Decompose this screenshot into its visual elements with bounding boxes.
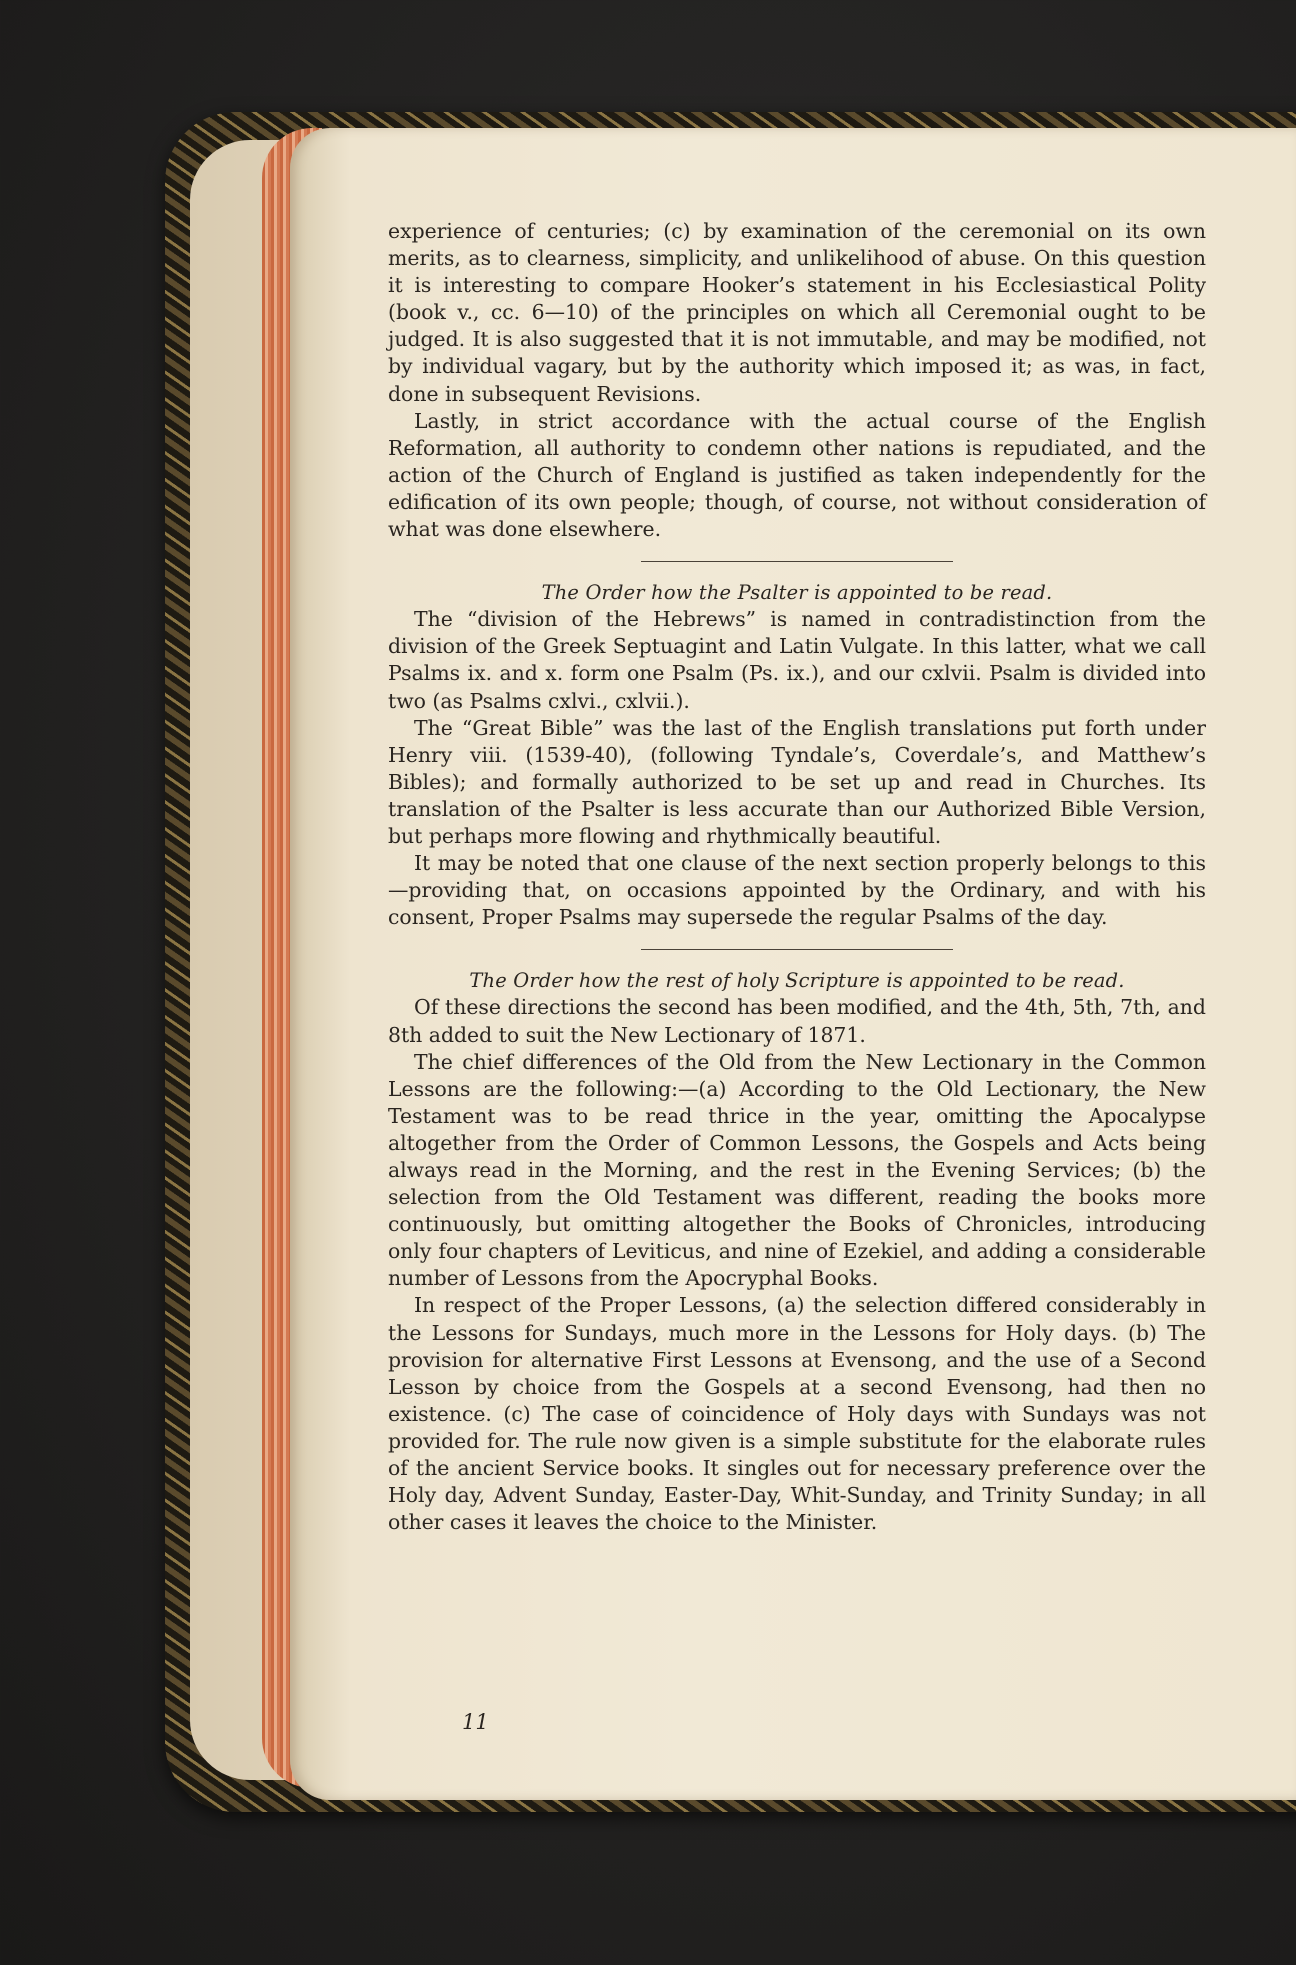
paragraph: Lastly, in strict accordance with the actual course of the English Reformation, all authority to condemn other nations is repudiated, and the action of the Church of England is justified as taken independently for the edification of its own people; though, of course, not without consideration of what was done elsewhere. bbox=[388, 408, 1206, 542]
section-heading-scripture: The Order how the rest of holy Scripture is appointed to be read. bbox=[469, 969, 1125, 993]
paragraph: It may be noted that one clause of the next section properly belongs to this—providing that, on occasions appointed by the Ordinary, and with his consent, Proper Psalms may supersede the regular Psalms of the day. bbox=[388, 851, 1206, 930]
section-divider bbox=[641, 561, 953, 562]
page-text bbox=[388, 218, 1206, 1536]
page-number: 11 bbox=[462, 1710, 489, 1734]
paragraph: In respect of the Proper Lessons, (a) the selection differed considerably in the Lessons for Sundays, much more in the Lessons for Holy days. (b) The provision for alternative First Lessons at Evensong, and the use of a Second Lesson by choice from the Gospels at a second Evensong, had then no existence. (c) The case of coincidence of Holy days with Sundays was not provided for. The rule now given is a simple substitute for the elaborate rules of the ancient Service books. It singles out for necessary preference over the Holy day, Advent Sunday, Easter-Day, Whit-Sunday, and Trinity Sunday; in all other cases it leaves the choice to the Minister. bbox=[388, 1293, 1206, 1535]
paragraph: The “division of the Hebrews” is named in contradistinction from the division of the Greek Septuagint and Latin Vulgate. In this latter, what we call Psalms ix. and x. form one Psalm (Ps. ix.), and our cxlvii. Psalm is divided into two (as Psalms cxlvi., cxlvii.). bbox=[388, 607, 1206, 713]
section-divider bbox=[641, 949, 953, 950]
paragraph: experience of centuries; (c) by examination of the ceremonial on its own merits, as to clearness, simplicity, and unlikelihood of abuse. On this question it is interesting to compare Hooker’s statement in his Ecclesiastical Polity (book v., cc. 6—10) of the principles on which all Ceremonial ought to be judged. It is also suggested that it is not immutable, and may be modified, not by individual vagary, but by the authority which imposed it; as was, in fact, done in subsequent Revisions. bbox=[388, 219, 1206, 406]
paragraph: Of these directions the second has been modified, and the 4th, 5th, 7th, and 8th added to suit the New Lectionary of 1871. bbox=[388, 995, 1206, 1047]
paragraph: The “Great Bible” was the last of the English translations put forth under Henry viii. (1539-40), (following Tyndale’s, Coverdale’s, and Matthew’s Bibles); and formally authorized to be set up and read in Churches. Its translation of the Psalter is less accurate than our Authorized Bible Version, but perhaps more flowing and rhythmically beautiful. bbox=[388, 715, 1206, 848]
section-heading-psalter: The Order how the Psalter is appointed to be read. bbox=[541, 581, 1053, 605]
paragraph: The chief differences of the Old from the New Lectionary in the Common Lessons are the following:—(a) According to the Old Lectionary, the New Testament was to be read thrice in the year, omitting the Apocalypse altogether from the Order of Common Lessons, the Gospels and Acts being always read in the Morning, and the rest in the Evening Services; (b) the selection from the Old Testament was different, reading the books more continuously, but omitting altogether the Books of Chronicles, introducing only four chapters of Leviticus, and nine of Ezekiel, and adding a considerable number of Lessons from the Apocryphal Books. bbox=[388, 1049, 1206, 1291]
